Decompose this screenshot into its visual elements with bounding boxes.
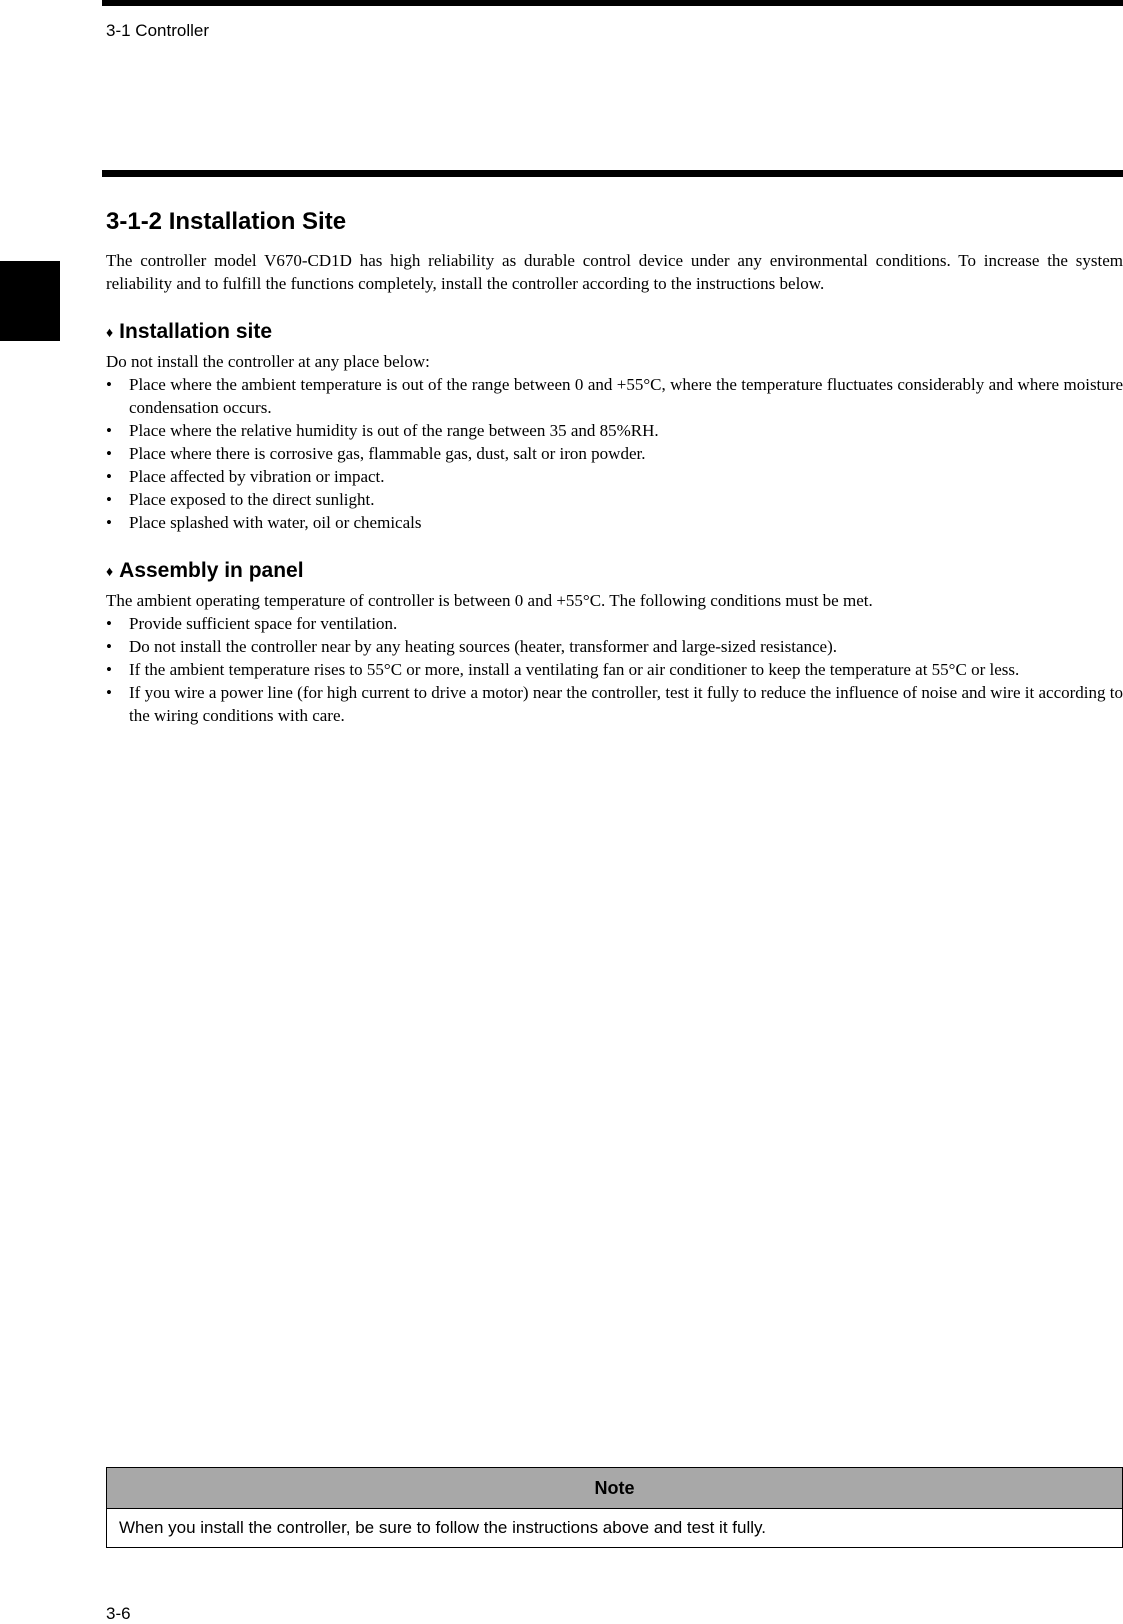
running-header: 3-1 Controller (106, 21, 209, 40)
bullet-icon: • (106, 490, 112, 509)
installation-site-lead: Do not install the controller at any place below: (106, 352, 430, 371)
top-rule (102, 0, 1123, 6)
list-item: • Do not install the controller near by any heating sources (heater, transformer and large-sized resistance). (106, 637, 838, 656)
section-rule (102, 170, 1123, 177)
bullet-icon: • (106, 513, 112, 532)
list-item: • Place where there is corrosive gas, flammable gas, dust, salt or iron powder. (106, 444, 646, 463)
note-box (106, 1467, 1123, 1548)
list-item: • Place exposed to the direct sunlight. (106, 490, 375, 509)
bullet-icon: • (106, 637, 112, 656)
bullet-icon: • (106, 683, 112, 702)
list-item: • If the ambient temperature rises to 55°C or more, install a ventilating fan or air conditioner to keep the temperature at 55°C or less. (106, 660, 1020, 679)
bullet-icon: • (106, 614, 112, 633)
installation-site-heading (106, 319, 1123, 346)
page-number: 3-6 (106, 1604, 131, 1623)
list-item: • Place where the relative humidity is out of the range between 35 and 85%RH. (106, 421, 659, 440)
list-item: • Provide sufficient space for ventilation. (106, 614, 398, 633)
bullet-icon: • (106, 660, 112, 679)
bullet-icon: • (106, 421, 112, 440)
list-item: • Place affected by vibration or impact. (106, 467, 385, 486)
bullet-icon: • (106, 375, 112, 394)
note-text: When you install the controller, be sure to follow the instructions above and test it fully. (119, 1518, 766, 1537)
section-intro: The controller model V670-CD1D has high reliability as durable control device under any environmental conditions. To increase the system reliability and to fulfill the functions completely, install the controller according to the instructions below. (106, 251, 1123, 293)
diamond-bullet-icon: ♦ (106, 563, 114, 579)
section-title: 3-1-2 Installation Site (106, 208, 347, 235)
installation-site-list (106, 373, 1123, 534)
assembly-in-panel-lead: The ambient operating temperature of controller is between 0 and +55°C. The following conditions must be met. (106, 591, 873, 610)
assembly-in-panel-list (106, 612, 1123, 727)
page-content (106, 207, 1123, 727)
chapter-thumb-tab (0, 261, 60, 341)
bullet-icon: • (106, 467, 112, 486)
note-heading: Note (107, 1468, 1122, 1509)
assembly-in-panel-heading-text: Assembly in panel (119, 559, 304, 582)
list-item: • Place splashed with water, oil or chemicals (106, 513, 422, 532)
bullet-icon: • (106, 444, 112, 463)
diamond-bullet-icon: ♦ (106, 324, 114, 340)
list-item: • Place where the ambient temperature is out of the range between 0 and +55°C, where the temperature fluctuates considerably and where moisture condensation occurs. (106, 375, 1123, 417)
installation-site-heading-text: Installation site (119, 320, 273, 343)
assembly-in-panel-heading (106, 558, 1123, 585)
list-item: • If you wire a power line (for high current to drive a motor) near the controller, test it fully to reduce the influence of noise and wire it according to the wiring conditions with care. (106, 683, 1123, 725)
